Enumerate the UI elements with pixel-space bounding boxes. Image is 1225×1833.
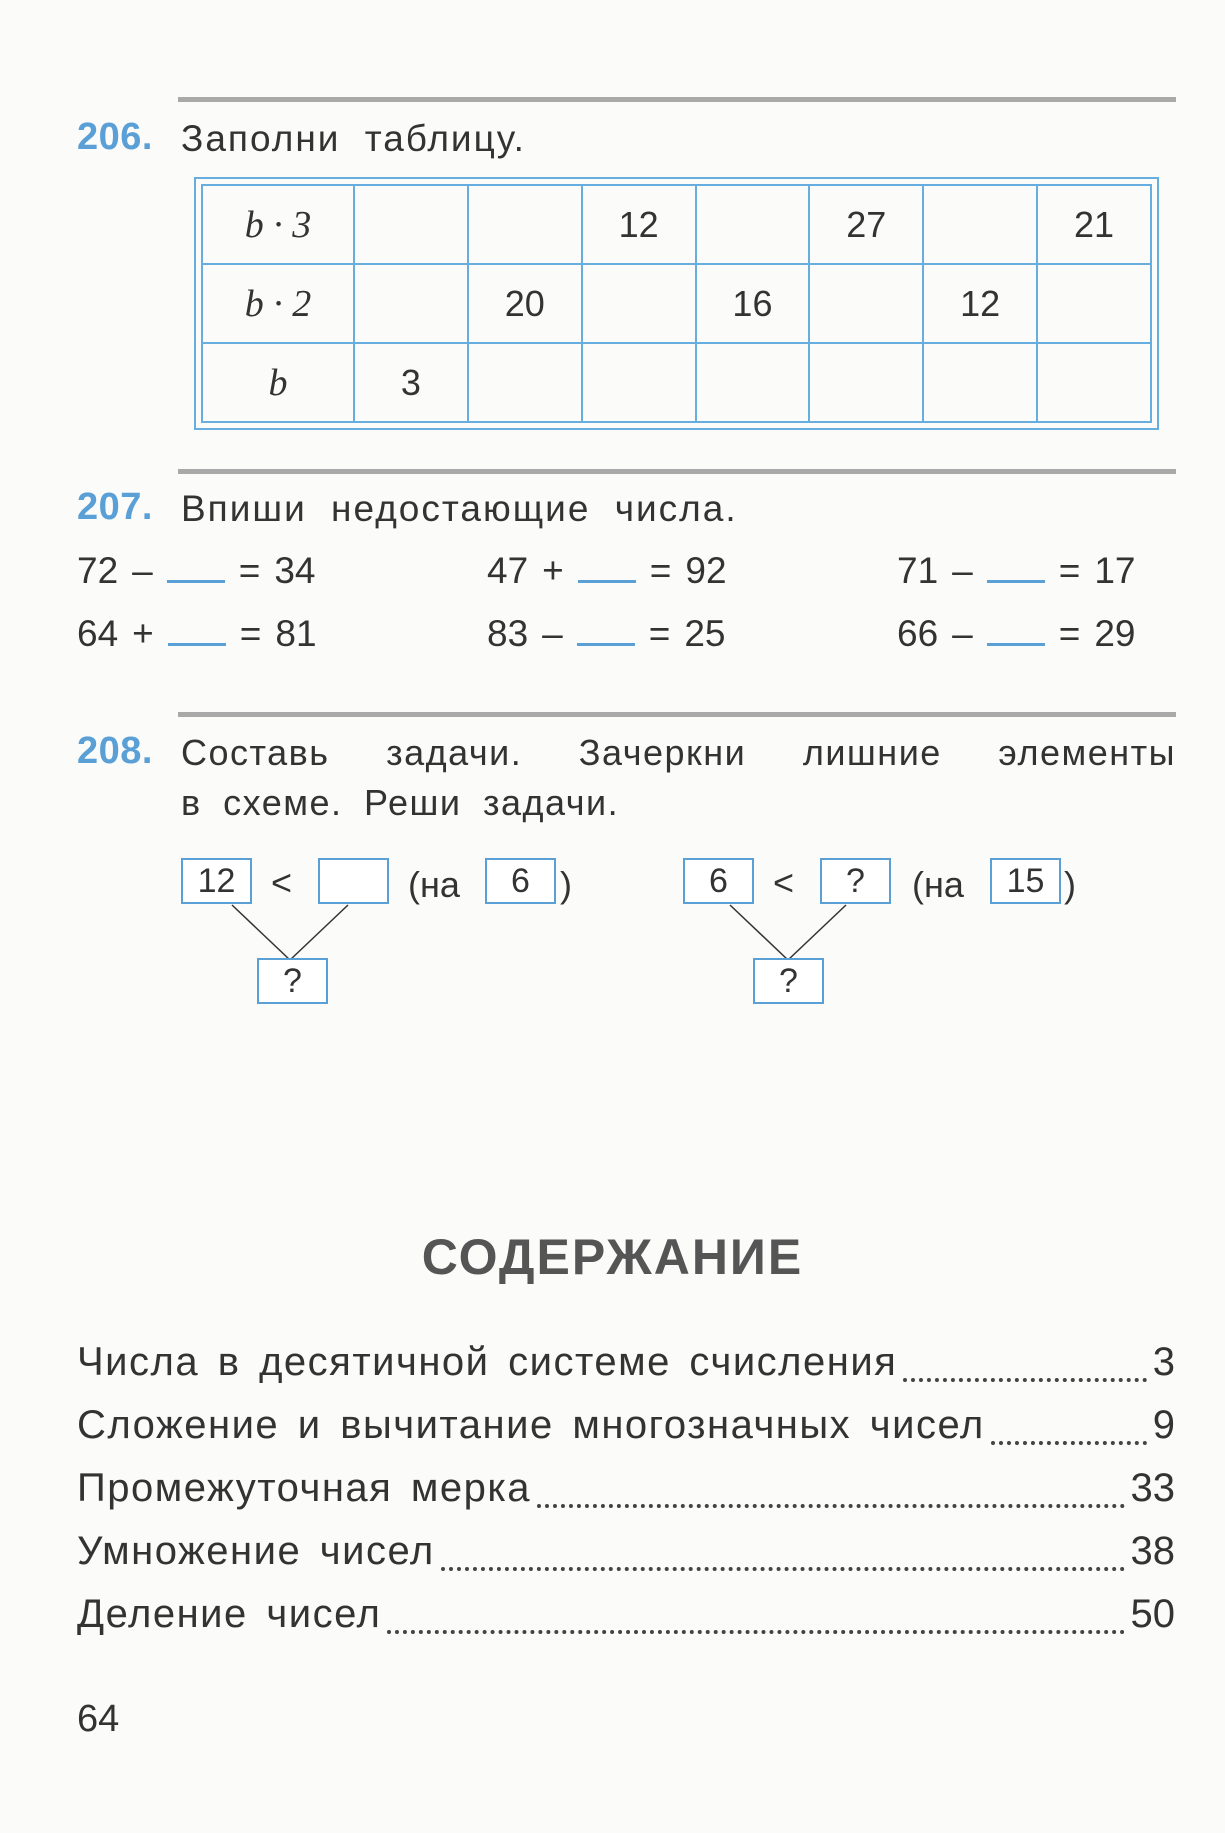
difference-label: (на xyxy=(912,864,964,905)
less-than-sign: < xyxy=(773,862,795,903)
task-heading: Составь задачи. Зачеркни лишние элементы xyxy=(181,732,1176,773)
difference-label: (на xyxy=(408,864,460,905)
dot-leader xyxy=(991,1440,1147,1445)
page-number: 64 xyxy=(77,1698,120,1740)
table-cell: 12 xyxy=(582,185,696,264)
scheme-box-diff: 15 xyxy=(990,858,1061,904)
scheme-box-question[interactable]: ? xyxy=(753,958,824,1004)
scheme-box-left: 12 xyxy=(181,858,252,904)
table-cell: 16 xyxy=(696,264,810,343)
toc-item[interactable] xyxy=(77,1529,1175,1581)
scheme-box-diff: 6 xyxy=(485,858,556,904)
toc-item[interactable] xyxy=(77,1466,1175,1518)
toc-item[interactable] xyxy=(77,1403,1175,1455)
row-label: b · 3 xyxy=(202,185,354,264)
equation: 83 – = 25 xyxy=(487,613,726,654)
dot-leader xyxy=(441,1566,1125,1571)
closing-paren: ) xyxy=(560,864,572,905)
scheme-box-right[interactable] xyxy=(318,858,389,904)
equation: 71 – = 17 xyxy=(897,550,1136,591)
toc-item-page: 50 xyxy=(1130,1592,1175,1636)
row-label: b · 2 xyxy=(202,264,354,343)
scheme-box-question[interactable]: ? xyxy=(257,958,328,1004)
table-cell: 12 xyxy=(923,264,1037,343)
scheme-box-left: 6 xyxy=(683,858,754,904)
toc-item-title: Умножение чисел xyxy=(77,1529,435,1573)
equation: 66 – = 29 xyxy=(897,613,1136,654)
table-cell: 21 xyxy=(1037,185,1151,264)
row-label: b xyxy=(202,343,354,422)
equation: 47 + = 92 xyxy=(487,550,727,591)
toc-item-title: Числа в десятичной системе счисления xyxy=(77,1340,898,1384)
scheme-box-right[interactable]: ? xyxy=(820,858,891,904)
task-number: 207. xyxy=(77,486,153,528)
table-cell: 3 xyxy=(354,343,468,422)
table-cell: 27 xyxy=(809,185,923,264)
toc-item[interactable] xyxy=(77,1592,1175,1644)
toc-item-page: 38 xyxy=(1130,1529,1175,1573)
contents-title: СОДЕРЖАНИЕ xyxy=(421,1229,804,1285)
equation: 64 + = 81 xyxy=(77,613,317,654)
task-heading: Заполни таблицу. xyxy=(181,118,526,159)
equation: 72 – = 34 xyxy=(77,550,316,591)
dot-leader xyxy=(903,1377,1146,1382)
task-number: 208. xyxy=(77,730,153,772)
toc-item[interactable] xyxy=(77,1340,1175,1392)
table-cell: 20 xyxy=(468,264,582,343)
task-number: 206. xyxy=(77,116,153,158)
toc-item-title: Промежуточная мерка xyxy=(77,1466,532,1510)
closing-paren: ) xyxy=(1064,864,1076,905)
task-heading: Впиши недостающие числа. xyxy=(181,488,738,529)
dot-leader xyxy=(537,1503,1124,1508)
toc-item-title: Сложение и вычитание многозначных чисел xyxy=(77,1403,985,1447)
dot-leader xyxy=(387,1629,1124,1634)
less-than-sign: < xyxy=(271,862,293,903)
task-heading-line2: в схеме. Реши задачи. xyxy=(181,782,620,823)
toc-item-page: 33 xyxy=(1130,1466,1175,1510)
toc-item-page: 3 xyxy=(1152,1340,1175,1384)
toc-item-title: Деление чисел xyxy=(77,1592,382,1636)
toc-item-page: 9 xyxy=(1152,1403,1175,1447)
